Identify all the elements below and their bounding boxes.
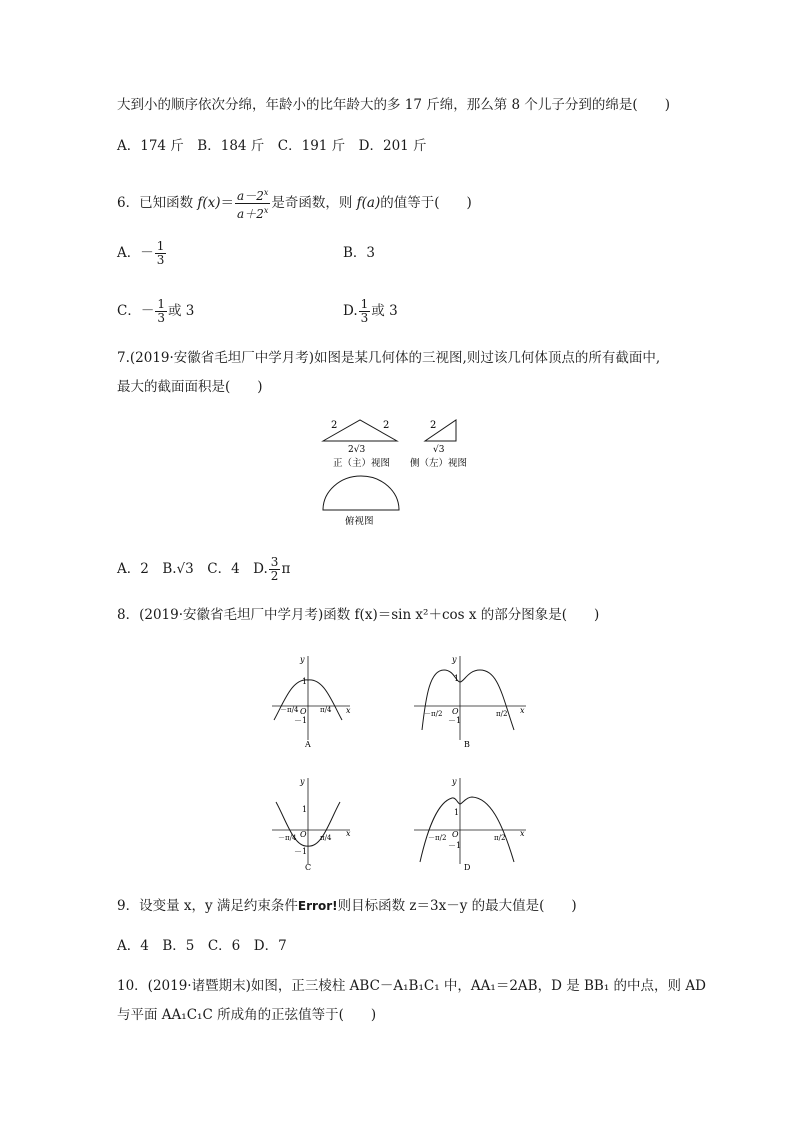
- graph-c-tick-left: －π/4: [278, 834, 297, 842]
- top-caption: 俯视图: [345, 516, 374, 527]
- graph-b-one: 1: [454, 674, 460, 683]
- q6-fx: f(x): [197, 195, 221, 211]
- q6-option-b: B．3: [343, 245, 376, 261]
- graph-b-origin: O: [452, 707, 459, 716]
- side-base-label: √3: [433, 445, 445, 455]
- q5-stem: 大到小的顺序依次分绵，年龄小的比年龄大的多 17 斤绵，那么第 8 个儿子分到的绵是( ): [117, 97, 670, 113]
- q6-option-c: [117, 298, 194, 325]
- q6-den: a＋2: [237, 207, 264, 221]
- q6-opt-a-frac: [155, 240, 167, 267]
- q6-opt-a-label: A．－: [117, 245, 154, 261]
- q6-opt-c-den: 3: [157, 311, 165, 325]
- side-caption: 侧（左）视图: [410, 458, 468, 469]
- q9-stem: [117, 897, 577, 915]
- graph-a-x-label: x: [346, 706, 351, 715]
- three-view-figure: [315, 412, 485, 532]
- q6-option-d: [343, 298, 398, 325]
- q6-opt-d-den: 3: [360, 311, 369, 325]
- q6-prefix: 6．已知函数: [117, 195, 198, 211]
- q6-fa: f(a): [356, 195, 381, 211]
- q7-opt-d-num: 3: [270, 555, 279, 569]
- graph-b: [410, 650, 530, 750]
- front-base-label: 2√3: [348, 445, 366, 455]
- graph-c-tick-right: π/4: [320, 834, 332, 842]
- graph-d-tick-right: π/2: [494, 834, 506, 842]
- q6-opt-a-den: 3: [156, 253, 165, 267]
- graph-b-curve: [422, 670, 514, 730]
- q7-stem-line1: 7.(2019·安徽省毛坦厂中学月考)如图是某几何体的三视图,则过该几何体顶点的所有截面中,: [117, 350, 661, 366]
- q6-opt-d-tail: 或 3: [371, 303, 398, 319]
- graph-c-origin: O: [300, 830, 307, 839]
- graph-d-x-label: x: [520, 829, 525, 838]
- front-caption: 正（主）视图: [333, 458, 391, 469]
- top-view-semicircle: [323, 476, 399, 510]
- graph-a-one: 1: [302, 677, 308, 686]
- graph-a-tick-right: π/4: [320, 706, 332, 714]
- q6-suffix: 是奇函数，则: [271, 195, 357, 211]
- graph-b-x-label: x: [520, 706, 525, 715]
- q7-opt-d-den: 2: [270, 569, 279, 583]
- q6-opt-d-num: 1: [360, 297, 369, 311]
- q9-options: A．4 B．5 C．6 D．7: [117, 938, 287, 954]
- q6-opt-c-num: 1: [157, 297, 165, 311]
- graph-d-one: 1: [454, 808, 460, 817]
- graph-c-x-label: x: [346, 829, 351, 838]
- q6-den-exp: x: [263, 206, 269, 215]
- q7-opt-d-frac: [269, 556, 281, 583]
- graph-d-caption: D: [464, 863, 471, 872]
- q8-stem: 8．(2019·安徽省毛坦厂中学月考)函数 f(x)＝sin x²＋cos x 的部分图象是( ): [117, 607, 600, 623]
- graph-b-neg-one: －1: [448, 716, 462, 725]
- graph-d-tick-left: －π/2: [428, 834, 447, 842]
- graph-a-neg-one: －1: [294, 716, 308, 725]
- q6-num-exp: x: [263, 188, 269, 197]
- q5-options: A．174 斤 B．184 斤 C．191 斤 D．201 斤: [117, 138, 427, 154]
- graph-d-origin: O: [452, 830, 459, 839]
- graph-b-tick-left: －π/2: [424, 710, 443, 718]
- graph-d-curve: [420, 797, 514, 862]
- q6-opt-d-label: D.: [343, 303, 358, 319]
- q9-suffix: 则目标函数 z＝3x－y 的最大值是( ): [337, 898, 577, 914]
- graph-c-one: 1: [302, 805, 308, 814]
- q6-tail: 的值等于( ): [380, 195, 472, 211]
- front-left-label: 2: [331, 420, 338, 431]
- q7-options: [117, 556, 290, 583]
- q6-opt-c-frac: [155, 298, 167, 325]
- q6-fraction: [235, 186, 270, 221]
- graph-b-y-label: y: [452, 655, 457, 664]
- graph-a-origin: O: [300, 707, 307, 716]
- graph-d-y-label: y: [452, 777, 457, 786]
- q6-opt-a-num: 1: [156, 239, 165, 253]
- q6-option-a: [117, 240, 167, 267]
- side-left-label: 2: [430, 420, 437, 431]
- q9-error: Error!: [297, 899, 338, 913]
- graph-c-caption: C: [305, 863, 312, 872]
- q10-stem-line2: 与平面 AA₁C₁C 所成角的正弦值等于( ): [117, 1007, 377, 1023]
- q6-opt-c-tail: 或 3: [167, 303, 195, 319]
- graph-b-caption: B: [464, 740, 470, 749]
- graph-c-neg-one: －1: [294, 847, 308, 856]
- graph-c-y-label: y: [300, 777, 305, 786]
- graph-b-tick-right: π/2: [496, 710, 508, 718]
- q6-stem: [117, 186, 472, 221]
- q9-prefix: 9．设变量 x，y 满足约束条件: [117, 898, 298, 914]
- front-right-label: 2: [383, 420, 390, 431]
- graph-a: [268, 650, 358, 750]
- graph-a-tick-left: －π/4: [280, 706, 299, 714]
- graph-c: [268, 772, 358, 872]
- q10-stem-line1: 10．(2019·诸暨期末)如图，正三棱柱 ABC－A₁B₁C₁ 中，AA₁＝2AB，D 是 BB₁ 的中点，则 AD: [117, 978, 706, 994]
- graph-d: [410, 772, 530, 872]
- q7-stem-line2: 最大的截面面积是( ): [117, 379, 263, 395]
- q6-eq: ＝: [220, 195, 235, 211]
- graph-a-y-label: y: [300, 655, 305, 664]
- q7-opt-d-tail: π: [281, 561, 291, 577]
- graph-d-neg-one: －1: [448, 841, 462, 850]
- q6-opt-c-label: C．－: [117, 303, 155, 319]
- q6-opt-d-frac: [359, 298, 371, 325]
- graph-a-caption: A: [305, 740, 311, 749]
- q7-options-prefix: A．2 B.√3 C．4 D.: [117, 561, 268, 577]
- q6-num: a－2: [237, 189, 264, 203]
